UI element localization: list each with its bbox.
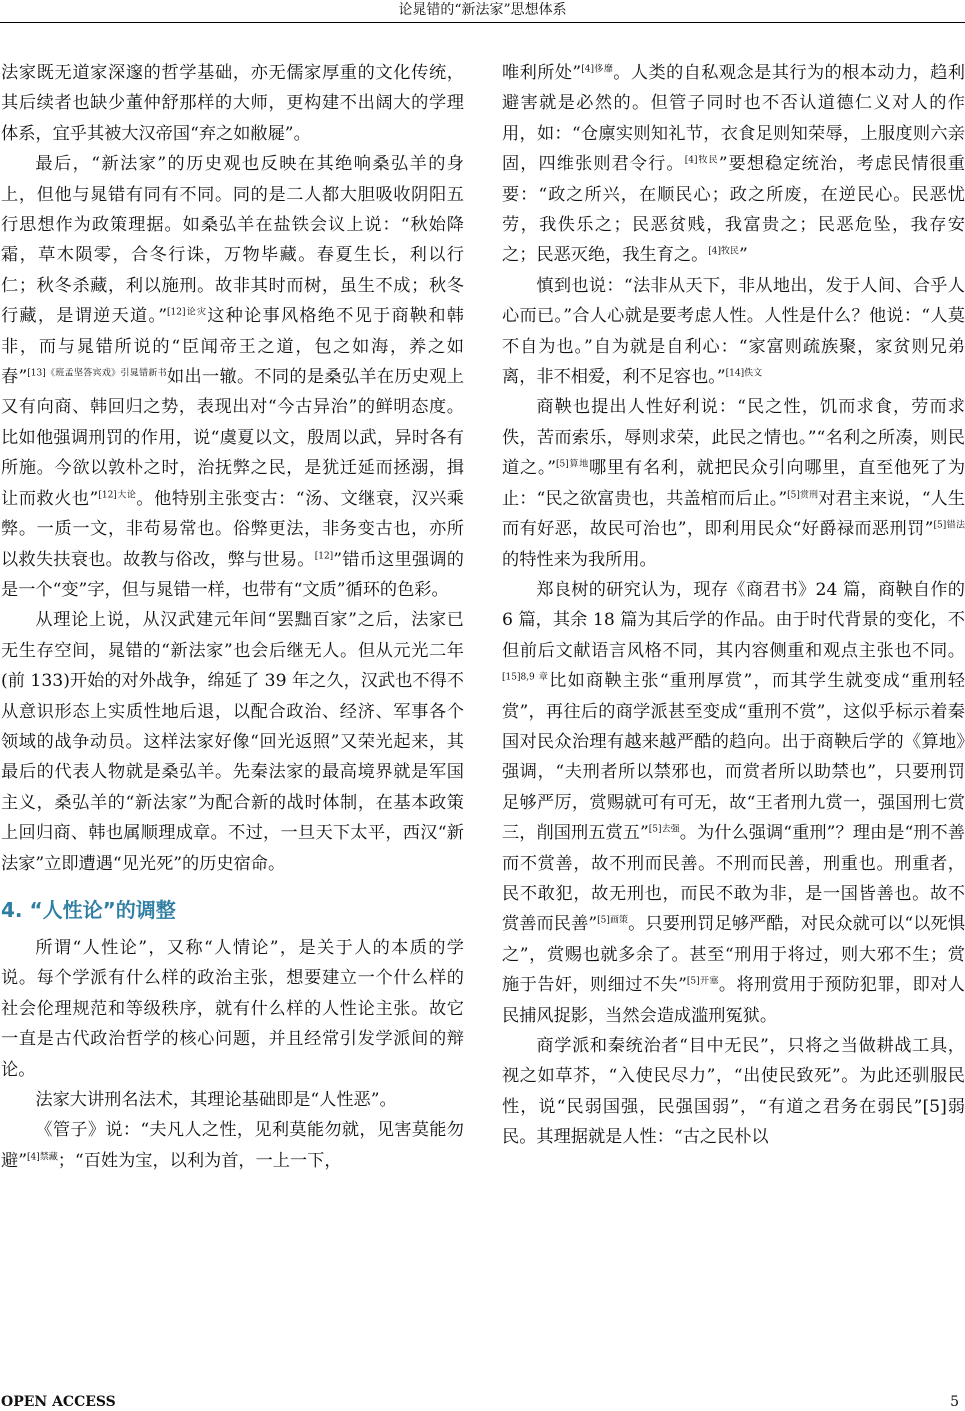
citation: [5]赏刑 [787, 489, 819, 500]
citation: [13]《班孟坚答宾戏》引晁错新书 [27, 368, 167, 379]
text-run: 郑良树的研究认为，现存《商君书》24 篇，商鞅自作的 6 篇，其余 18 篇为其后学的作品。由于时代背景的变化，不但前后文献语言风格不同，其内容侧重和观点主张也不同。 [502, 579, 965, 661]
citation: [4]牧民 [708, 246, 740, 257]
text-run: 如出一辙。不同的是桑弘羊在历史观上又有向商、韩回归之势，表现出对“今古异治”的鲜明态度。比如他强调刑罚的作用，说“虞夏以文，殷周以武，异时各有所施。今欲以敦朴之时，治抚弊之民，是犹迁延而拯溺，揖让而救火也” [1, 367, 464, 509]
paragraph [502, 271, 965, 393]
journal-label: OPEN ACCESS [1, 1394, 116, 1410]
text-run: ”要想稳定统治，考虑民情很重要：“政之所兴，在顺民心；政之所废，在逆民心。民恶忧劳，我佚乐之；民恶贫贱，我富贵之；民恶危坠，我存安之；民恶灭绝，我生育之。 [502, 154, 965, 266]
header-title: 论晁错的“新法家”思想体系 [398, 2, 567, 18]
paragraph [1, 149, 464, 605]
text-run: 。将刑赏用于预防犯罪，即对人民捕风捉影，当然会造成滥刑冤狱。 [502, 975, 965, 1026]
paragraph: 法家大讲刑名法术，其理论基础即是“人性恶”。 [35, 1090, 397, 1110]
text-run: 唯利所处” [502, 63, 582, 83]
citation: [4]侈靡 [581, 64, 614, 75]
text-run: ”错币这里强调的是一个“变”字，但与晁错一样，也带有“文质”循环的色彩。 [1, 549, 464, 600]
text-run: 。人类的自私观念是其行为的根本动力，趋利避害就是必然的。但管子同时也不否认道德仁义对人的作用，如：“仓廪实则知礼节，衣食足则知荣辱，上服度则六亲固，四维张则君令行。 [502, 63, 965, 175]
text-run: 对君主来说，“人生而有好恶，故民可治也”，即利用民众“好爵禄而恶刑罚” [502, 488, 965, 540]
paragraph [502, 58, 965, 271]
citation: [5]错法 [933, 520, 965, 531]
citation: [12]大论 [98, 489, 137, 500]
paragraph: 商学派和秦统治者“目中无民”，只将之当做耕战工具，视之如草芥，“入使民尽力”，“出使民致死”。为此还驯服民性，说“民弱国强，民强国弱”，“有道之君务在弱民”[5]弱民。其理据就是人性：“古之民朴以 [502, 1036, 965, 1148]
citation: [5]去强 [648, 824, 680, 835]
text-run: 慎到也说：“法非从天下，非从地出，发于人间、合乎人心而已。”合人心就是要考虑人性。人性是什么？他说：“人莫不自为也。”自为就是自利心：“家富则疏族聚，家贫则兄弟离，非不相爱，利不足容也。” [502, 275, 965, 388]
text-run: 商鞅也提出人性好利说：“民之性，饥而求食，劳而求佚，苦而索乐，辱则求荣，此民之情也。”“名利之所凑，则民道之。” [502, 397, 965, 479]
citation: [12] [314, 550, 334, 561]
citation: [4]禁藏 [26, 1152, 58, 1163]
text-run: 这种论事风格绝不见于商鞅和韩非，而与晁错所说的“臣闻帝王之道，包之如海，养之如春” [1, 306, 464, 388]
citation: [5]画策 [597, 915, 629, 926]
paragraph: 从理论上说，从汉武建元年间“罢黜百家”之后，法家已无生存空间，晁错的“新法家”也会后继无人。但从元光二年(前 133)开始的对外战争，绵延了 39 年之久，汉武也不得不从意识形态上实质性地后退，以配合政治、经济、军事各个领域的战争动员。这样法家好像“回光返照”又荣光起来，其最后的代表人物就是桑弘羊。先秦法家的最高境界就是军国主义，桑弘羊的“新法家”为配合新的战时体制，在基本政策上回归商、韩也属顺理成章。不过，一旦天下太平，西汉“新法家”立即遭遇“见光死”的历史宿命。 [1, 610, 464, 874]
text-run: 《管子》说：“夫凡人之性，见利莫能勿就，见害莫能勿避” [1, 1120, 464, 1171]
section-heading: 4. “人性论”的调整 [1, 897, 176, 922]
citation: [14]佚文 [725, 368, 763, 379]
paragraph: 法家既无道家深邃的哲学基础，亦无儒家厚重的文化传统，其后续者也缺少董仲舒那样的大师，更构建不出阔大的学理体系，宜乎其被大汉帝国“弃之如敝屣”。 [1, 63, 464, 144]
citation: [12]论灾 [167, 307, 208, 318]
page-footer [0, 1393, 965, 1411]
text-run: 比如商鞅主张“重刑厚赏”，而其学生就变成“重刑轻赏”，再往后的商学派甚至变成“重刑不赏”，这似乎标示着秦国对民众治理有越来越严酷的趋向。出于商鞅后学的《算地》强调，“夫刑者所以禁邪也，而赏者所以助禁也”，只要刑罚足够严厉，赏赐就可有可无，故“王者刑九赏一，强国刑七赏三，削国刑五赏五” [502, 671, 965, 844]
text-run: 的特性来为我所用。 [502, 549, 657, 570]
text-run: 。只要刑罚足够严酷，对民众就可以“以死惧之”，赏赐也就多余了。甚至“刑用于将过，则大邪不生；赏施于告奸，则细过不失” [502, 914, 965, 996]
text-run: ” [739, 245, 748, 266]
left-column [1, 58, 464, 1176]
paragraph [1, 1115, 464, 1176]
citation: [4]牧民 [684, 155, 719, 166]
text-run: 最后，“新法家”的历史观也反映在其绝响桑弘羊的身上，但他与晁错有同有不同。同的是二人都大胆吸收阴阳五行思想作为政策理据。如桑弘羊在盐铁会议上说：“秋始降霜，草木陨零，合冬行诛，万物毕藏。春夏生长，利以行仁；秋冬杀藏，利以施刑。故非其时而树，虽生不成；秋冬行藏，是谓逆天道。” [1, 154, 464, 327]
text-run: 。他特别主张变古：“汤、文继衰，汉兴乘弊。一质一文，非苟易常也。俗弊更法，非务变古也，亦所以救失扶衰也。故教与俗改，弊与世易。 [1, 488, 464, 570]
citation: [5]开塞 [686, 976, 719, 987]
text-run: 。为什么强调“重刑”？理由是“刑不善而不赏善，故不刑而民善。不刑而民善，刑重也。刑重者，民不敢犯，故无刑也，而民不敢为非，是一国皆善也。故不赏善而民善” [502, 823, 965, 935]
page-number: 5 [950, 1394, 959, 1410]
right-column [502, 58, 965, 1153]
paragraph [502, 575, 965, 1031]
running-header [0, 0, 965, 23]
citation: [15]8,9 章 [502, 672, 550, 683]
citation: [5]算地 [556, 459, 590, 470]
paragraph: 所谓“人性论”，又称“人情论”，是关于人的本质的学说。每个学派有什么样的政治主张，想要建立一个什么样的社会伦理规范和等级秩序，就有什么样的人性论主张。故它一直是古代政治哲学的核心问题，并且经常引发学派间的辩论。 [1, 937, 464, 1080]
paragraph [502, 392, 965, 574]
text-run: 哪里有名利，就把民众引向哪里，直至他死了为止：“民之欲富贵也，共盖棺而后止。” [502, 458, 965, 509]
text-run: ；“百姓为宝，以利为首，一上一下， [57, 1150, 342, 1171]
